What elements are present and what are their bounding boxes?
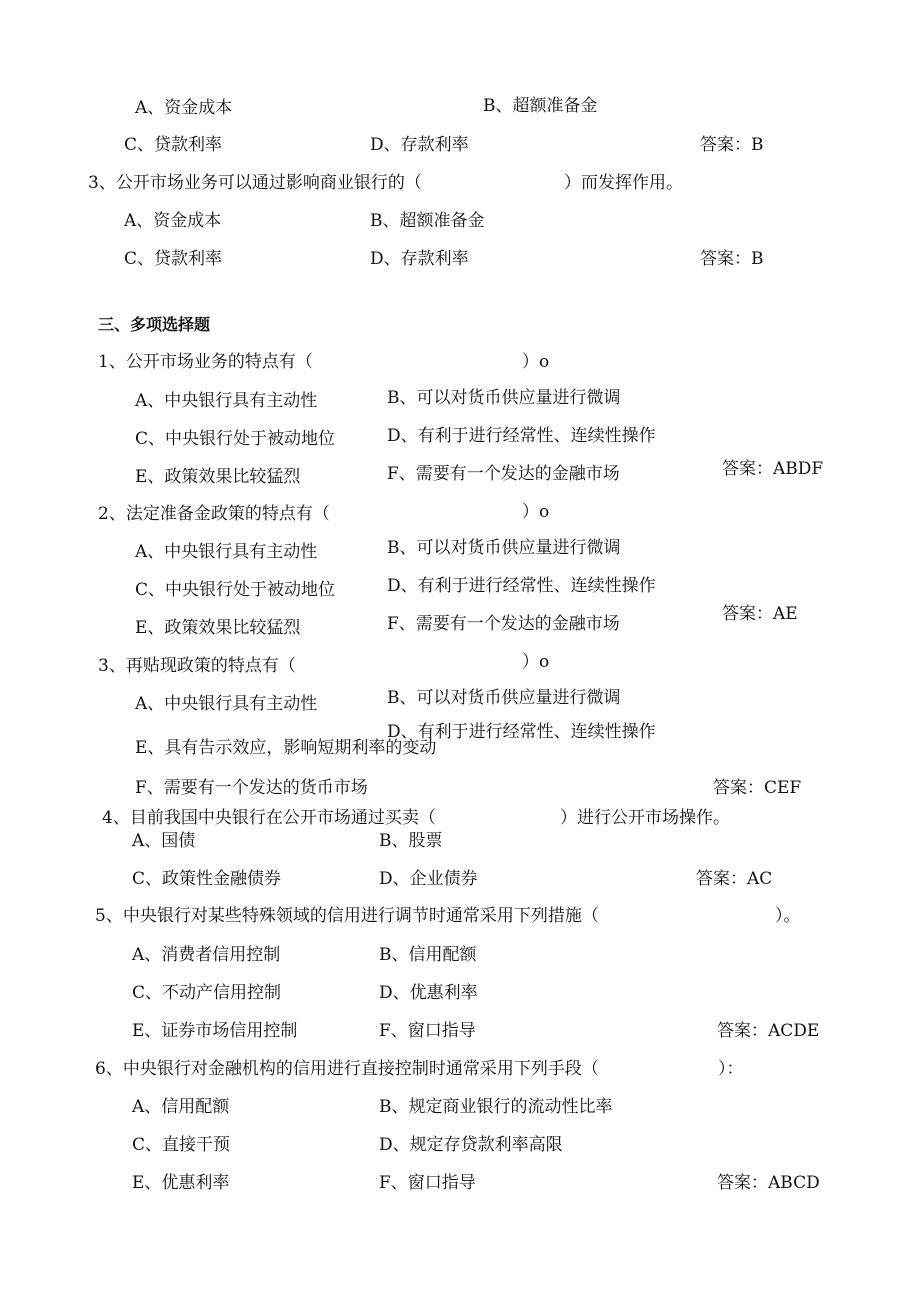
option-e: E、优惠利率 [132,1173,230,1193]
answer: 答案：AC [696,869,773,889]
option-b: B、超额准备金 [483,96,598,116]
answer: 答案：B [700,249,764,269]
question-stem-end: ）o [522,352,550,372]
option-a: A、中央银行具有主动性 [135,391,318,411]
answer: 答案：AE [722,604,798,624]
option-a: A、国债 [132,831,196,851]
option-d: D、优惠利率 [379,983,478,1003]
option-d-cropped [387,722,687,742]
option-b: B、规定商业银行的流动性比率 [379,1097,613,1117]
option-c: C、贷款利率 [124,249,223,269]
question-stem: 5、中央银行对某些特殊领域的信用进行调节时通常采用下列措施（ [95,906,599,926]
option-c: C、政策性金融债券 [132,869,282,889]
option-d: D、存款利率 [370,249,469,269]
option-d: D、有利于进行经常性、连续性操作 [387,426,656,446]
option-e: E、政策效果比较猛烈 [135,618,301,638]
answer: 答案：ABCD [717,1173,820,1193]
question-stem: 2、法定准备金政策的特点有（ [98,504,330,524]
answer: 答案：B [700,135,764,155]
option-b: B、超额准备金 [370,211,485,231]
option-d: D、企业债券 [379,869,478,889]
option-b: B、可以对货币供应量进行微调 [387,388,621,408]
option-f: F、需要有一个发达的金融市场 [387,464,620,484]
option-b: B、信用配额 [379,945,477,965]
question-stem: 3、再贴现政策的特点有（ [98,656,296,676]
option-c: C、中央银行处于被动地位 [135,580,336,600]
option-c: C、不动产信用控制 [132,983,282,1003]
option-f: F、需要有一个发达的货币市场 [135,778,368,798]
option-c: C、中央银行处于被动地位 [135,429,336,449]
option-c: C、直接干预 [132,1135,231,1155]
option-e: E、具有告示效应，影响短期利率的变动 [135,738,437,758]
option-a: A、中央银行具有主动性 [135,694,318,714]
option-f: F、窗口指导 [379,1173,476,1193]
question-stem-end: ）o [522,502,550,522]
question-stem: 1、公开市场业务的特点有（ [98,352,313,372]
option-d: D、规定存贷款利率高限 [379,1135,563,1155]
question-stem: 4、目前我国中央银行在公开市场通过买卖（ [102,808,436,828]
question-stem-end: ）。 [775,906,801,926]
question-stem: 3、公开市场业务可以通过影响商业银行的（ [88,173,422,193]
option-d: D、有利于进行经常性、连续性操作 [387,576,656,596]
option-d: D、存款利率 [370,135,469,155]
answer: 答案：CEF [713,778,802,798]
option-e: E、证券市场信用控制 [132,1021,298,1041]
option-b: B、股票 [379,831,443,851]
question-stem: 6、中央银行对金融机构的信用进行直接控制时通常采用下列手段（ [95,1059,599,1079]
question-stem-end: ）进行公开市场操作。 [560,808,730,828]
option-f: F、窗口指导 [379,1021,476,1041]
option-f: F、需要有一个发达的金融市场 [387,614,620,634]
option-a: A、中央银行具有主动性 [135,542,318,562]
question-stem-end: ）： [718,1059,744,1079]
option-a: A、资金成本 [135,98,233,118]
option-d: D、有利于进行经常性、连续性操作 [387,722,656,742]
option-b: B、可以对货币供应量进行微调 [387,688,621,708]
option-a: A、消费者信用控制 [132,945,281,965]
option-e: E、政策效果比较猛烈 [135,467,301,487]
option-c: C、贷款利率 [124,135,223,155]
answer: 答案：ACDE [717,1021,820,1041]
option-a: A、信用配额 [132,1097,230,1117]
option-b: B、可以对货币供应量进行微调 [387,538,621,558]
question-stem-end: ）o [522,652,550,672]
section-title: 三、多项选择题 [98,315,211,334]
answer: 答案：ABDF [722,459,824,479]
option-a: A、资金成本 [124,211,222,231]
question-stem-end: ）而发挥作用。 [564,173,683,193]
